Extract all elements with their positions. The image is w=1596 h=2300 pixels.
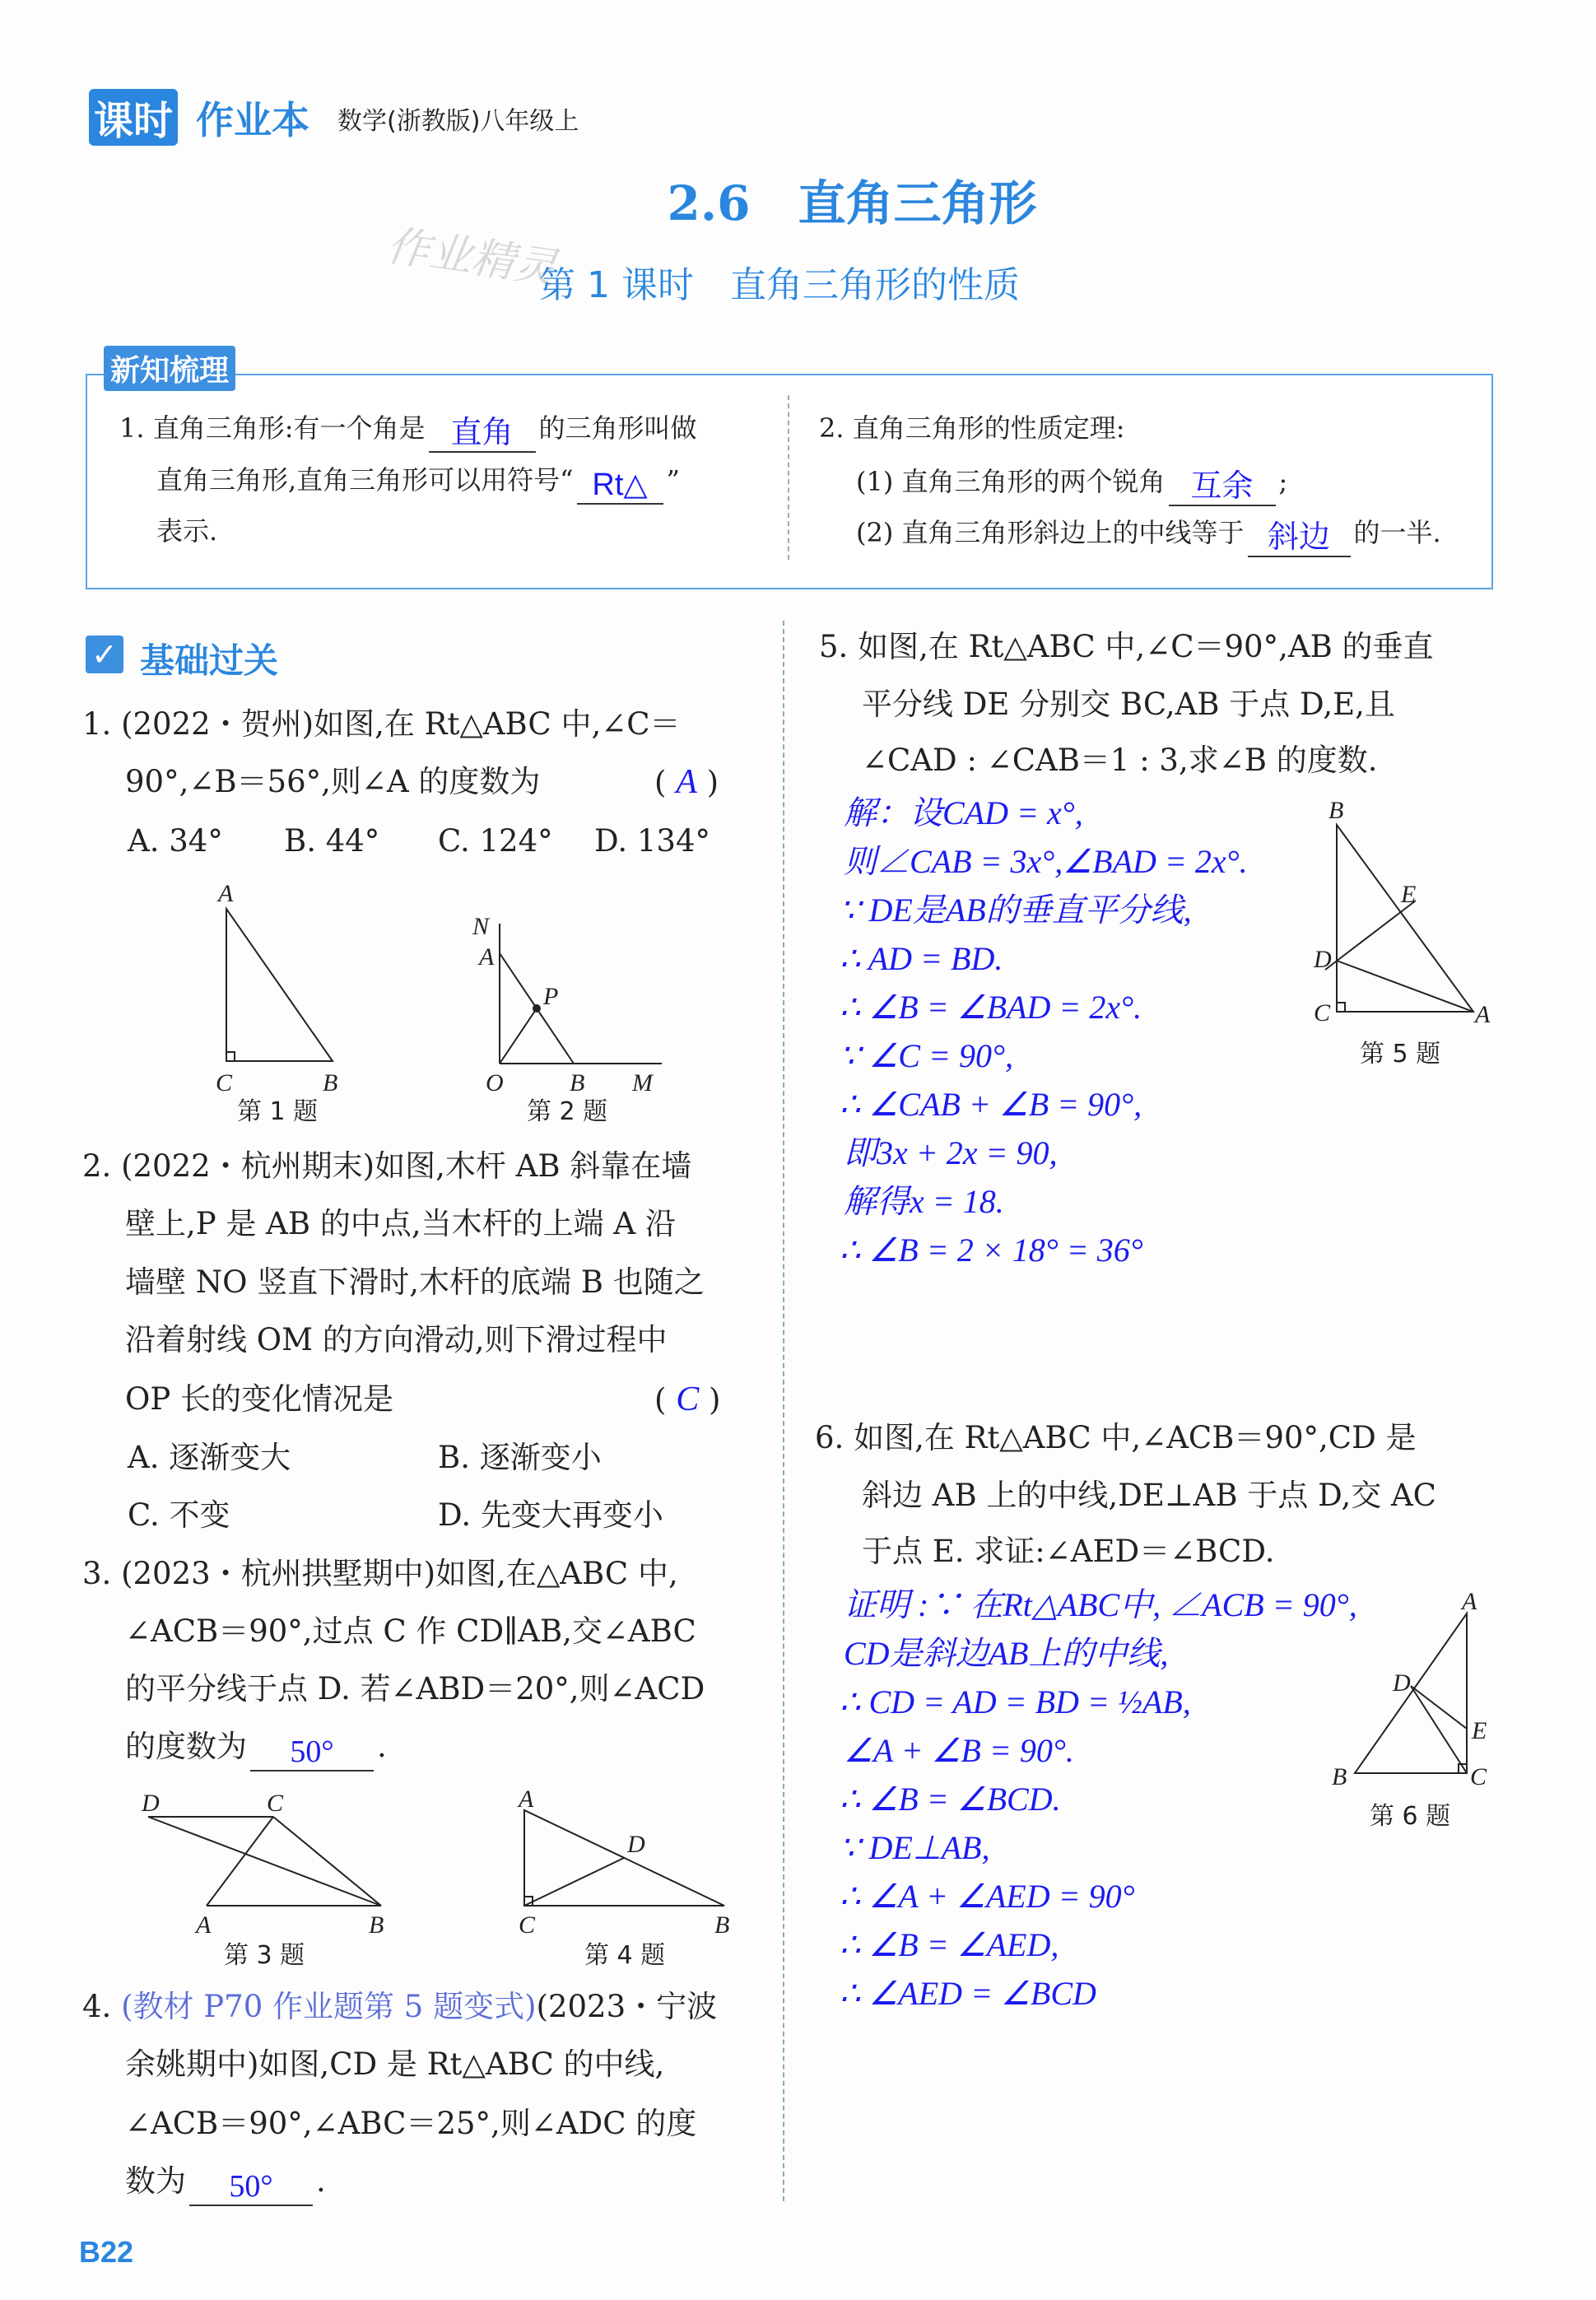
answer: C xyxy=(676,1380,700,1418)
review-item-2: 2. 直角三角形的性质定理: xyxy=(819,412,1125,444)
q6-line: 6. 如图,在 Rt△ABC 中,∠ACB＝90°,CD 是 xyxy=(815,1420,1417,1455)
checkbox-icon: ✓ xyxy=(86,636,123,673)
text: . xyxy=(377,1729,387,1764)
text: 4. xyxy=(82,1989,122,2024)
text: 的三角形叫做 xyxy=(538,412,697,444)
text: (1) 直角三角形的两个锐角 xyxy=(856,466,1166,497)
lesson-subtitle: 第 1 课时 直角三角形的性质 xyxy=(539,264,1020,306)
q5-solution-line: ∴ ∠B = 2 × 18° = 36° xyxy=(840,1231,1143,1269)
q4-line xyxy=(82,1982,717,2032)
q3-line: 的平分线于点 D. 若∠ABD＝20°,则∠ACD xyxy=(125,1671,705,1706)
q2-answer: ( C ) xyxy=(654,1380,721,1418)
q4-line xyxy=(125,2157,326,2206)
review-item-2-2 xyxy=(856,508,1441,557)
fig2-label: P xyxy=(543,983,559,1010)
text: (2) 直角三角形斜边上的中线等于 xyxy=(856,517,1245,548)
figure-5 xyxy=(1325,825,1473,1012)
fig4-label: A xyxy=(519,1786,534,1813)
q5-line: 5. 如图,在 Rt△ABC 中,∠C＝90°,AB 的垂直 xyxy=(819,629,1434,664)
q2-line: 2. (2022・杭州期末)如图,木杆 AB 斜靠在墙 xyxy=(82,1148,692,1184)
review-item-1 xyxy=(119,403,697,453)
watermark: 作业精灵 xyxy=(384,221,561,295)
figure-3 xyxy=(148,1817,381,1906)
column-divider xyxy=(783,621,784,2201)
fig6-label: A xyxy=(1462,1588,1477,1615)
text: 1. 直角三角形:有一个角是 xyxy=(119,412,426,444)
fig6-label: D xyxy=(1393,1669,1411,1697)
q6-solution-line: ∴ CD = AD = BD = ½AB, xyxy=(840,1683,1191,1720)
q5-solution-line: 则∠CAB = 3x°,∠BAD = 2x°. xyxy=(844,843,1248,880)
q2-option: B. 逐渐变小 xyxy=(438,1440,602,1475)
q6-solution-line: ∵ DE⊥AB, xyxy=(840,1829,990,1866)
fig2-label: B xyxy=(570,1069,585,1096)
page-number: B22 xyxy=(79,2235,134,2269)
fig1-label: B xyxy=(323,1069,338,1096)
q2-line: 墙壁 NO 竖直下滑时,木杆的底端 B 也随之 xyxy=(125,1264,705,1300)
q4-line: 余姚期中)如图,CD 是 Rt△ABC 的中线, xyxy=(125,2046,665,2082)
q1-line: 1. (2022・贺州)如图,在 Rt△ABC 中,∠C＝ xyxy=(82,706,681,742)
review-divider xyxy=(788,395,789,560)
fig3-label: B xyxy=(369,1911,384,1939)
q5-line: ∠CAD : ∠CAB＝1 : 3,求∠B 的度数. xyxy=(862,743,1378,778)
fig5-label: D xyxy=(1314,946,1332,973)
q5-solution-line: ∵ ∠C = 90°, xyxy=(840,1037,1013,1074)
text: ” xyxy=(666,464,680,496)
text: 的一半. xyxy=(1353,517,1441,548)
fig4-label: B xyxy=(714,1911,730,1939)
text: (2023・宁波 xyxy=(536,1989,718,2024)
fig1-label: C xyxy=(216,1069,233,1096)
fig4-label: D xyxy=(627,1831,645,1858)
q2-line: 壁上,P 是 AB 的中点,当木杆的上端 A 沿 xyxy=(125,1206,676,1241)
figure-2 xyxy=(500,924,662,1064)
q6-solution-line: ∠A + ∠B = 90°. xyxy=(844,1732,1074,1769)
fig2-label: M xyxy=(632,1069,653,1096)
q1-option: B. 44° xyxy=(284,823,380,859)
q1-option: D. 134° xyxy=(594,823,710,859)
answer-blank: 互余 xyxy=(1169,468,1276,506)
fig2-label: O xyxy=(486,1069,504,1096)
section-title: 2.6 直角三角形 xyxy=(667,175,1037,231)
q5-solution-line: ∴ AD = BD. xyxy=(840,940,1003,977)
q1-option: A. 34° xyxy=(128,823,223,859)
fig5-label: A xyxy=(1475,1001,1491,1028)
q4-line: ∠ACB＝90°,∠ABC＝25°,则∠ADC 的度 xyxy=(125,2106,697,2141)
fig6-label: B xyxy=(1332,1763,1347,1790)
q5-solution-line: 解：设CAD = x°, xyxy=(844,794,1083,831)
q6-line: 斜边 AB 上的中线,DE⊥AB 于点 D,交 AC xyxy=(862,1478,1436,1513)
book-subject: 数学(浙教版)八年级上 xyxy=(337,107,579,136)
text: 直角三角形,直角三角形可以用符号“ xyxy=(156,464,574,496)
fig3-caption: 第 3 题 xyxy=(224,1941,305,1970)
figure-6 xyxy=(1355,1613,1467,1773)
q5-solution-line: ∴ ∠CAB + ∠B = 90°, xyxy=(840,1086,1142,1123)
q2-line: 沿着射线 OM 的方向滑动,则下滑过程中 xyxy=(125,1322,668,1357)
answer-blank: 斜边 xyxy=(1248,519,1351,557)
q2-option: C. 不变 xyxy=(128,1497,230,1533)
fig5-label: B xyxy=(1328,797,1344,824)
book-logo: 课时 xyxy=(89,89,178,146)
source-note: (教材 P70 作业题第 5 题变式) xyxy=(121,1989,537,2024)
text: 数为 xyxy=(125,2163,186,2199)
section-heading: 基础过关 xyxy=(140,640,279,681)
q1-line: 90°,∠B＝56°,则∠A 的度数为 xyxy=(125,764,541,799)
fig2-caption: 第 2 题 xyxy=(527,1097,608,1126)
fig5-label: C xyxy=(1314,999,1331,1027)
fig3-label: C xyxy=(267,1790,284,1817)
answer-blank: 直角 xyxy=(429,415,536,453)
q2-line: OP 长的变化情况是 xyxy=(125,1381,393,1417)
fig2-label: N xyxy=(472,913,490,940)
q2-option: A. 逐渐变大 xyxy=(128,1440,291,1475)
fig3-label: A xyxy=(196,1911,212,1939)
review-item-2-1 xyxy=(856,457,1287,506)
q6-solution-line: 证明 :∵ 在Rt△ABC中, ∠ACB = 90°, xyxy=(844,1586,1357,1623)
fig4-caption: 第 4 题 xyxy=(584,1941,666,1970)
text: . xyxy=(316,2163,326,2199)
q6-solution-line: ∴ ∠B = ∠BCD. xyxy=(840,1781,1061,1818)
fig6-label: E xyxy=(1472,1717,1487,1744)
fig2-label: A xyxy=(479,943,495,971)
review-item-1-line2 xyxy=(156,455,680,505)
fig1-label: A xyxy=(218,880,234,907)
book-name: 作业本 xyxy=(196,98,309,142)
figure-4 xyxy=(524,1810,724,1906)
answer-blank: 50° xyxy=(189,2168,313,2206)
q5-solution-line: ∵ DE是AB的垂直平分线, xyxy=(840,892,1192,929)
q6-solution-line: ∴ ∠AED = ∠BCD xyxy=(840,1975,1096,2012)
answer: A xyxy=(676,763,697,801)
q5-line: 平分线 DE 分别交 BC,AB 于点 D,E,且 xyxy=(862,687,1395,722)
q2-option: D. 先变大再变小 xyxy=(438,1497,663,1533)
q3-line: ∠ACB＝90°,过点 C 作 CD∥AB,交∠ABC xyxy=(125,1613,696,1649)
q1-answer: ( A ) xyxy=(654,763,719,801)
q5-solution-line: 即3x + 2x = 90, xyxy=(844,1134,1058,1171)
fig5-label: E xyxy=(1401,881,1417,908)
answer-blank: 50° xyxy=(250,1734,374,1772)
q6-line: 于点 E. 求证:∠AED＝∠BCD. xyxy=(862,1534,1275,1569)
q6-solution-line: ∴ ∠A + ∠AED = 90° xyxy=(840,1878,1135,1915)
q3-line: 3. (2023・杭州拱墅期中)如图,在△ABC 中, xyxy=(82,1556,678,1591)
fig5-caption: 第 5 题 xyxy=(1360,1040,1441,1069)
fig3-label: D xyxy=(142,1790,160,1817)
figure-1 xyxy=(226,909,333,1061)
q1-option: C. 124° xyxy=(438,823,553,859)
q6-solution-line: ∴ ∠B = ∠AED, xyxy=(840,1926,1059,1963)
text: 的度数为 xyxy=(125,1729,247,1764)
q5-solution-line: ∴ ∠B = ∠BAD = 2x°. xyxy=(840,989,1142,1026)
fig1-caption: 第 1 题 xyxy=(237,1097,319,1126)
answer-blank: Rt△ xyxy=(577,467,663,505)
text: ; xyxy=(1278,466,1288,497)
review-tag: 新知梳理 xyxy=(104,346,235,391)
q5-solution-line: 解得x = 18. xyxy=(844,1183,1004,1220)
review-item-1-line3: 表示. xyxy=(156,515,218,547)
q6-solution-line: CD是斜边AB上的中线, xyxy=(844,1635,1169,1672)
fig6-label: C xyxy=(1470,1763,1487,1790)
fig6-caption: 第 6 题 xyxy=(1370,1802,1451,1831)
fig4-label: C xyxy=(519,1911,536,1939)
q3-line xyxy=(125,1722,387,1772)
